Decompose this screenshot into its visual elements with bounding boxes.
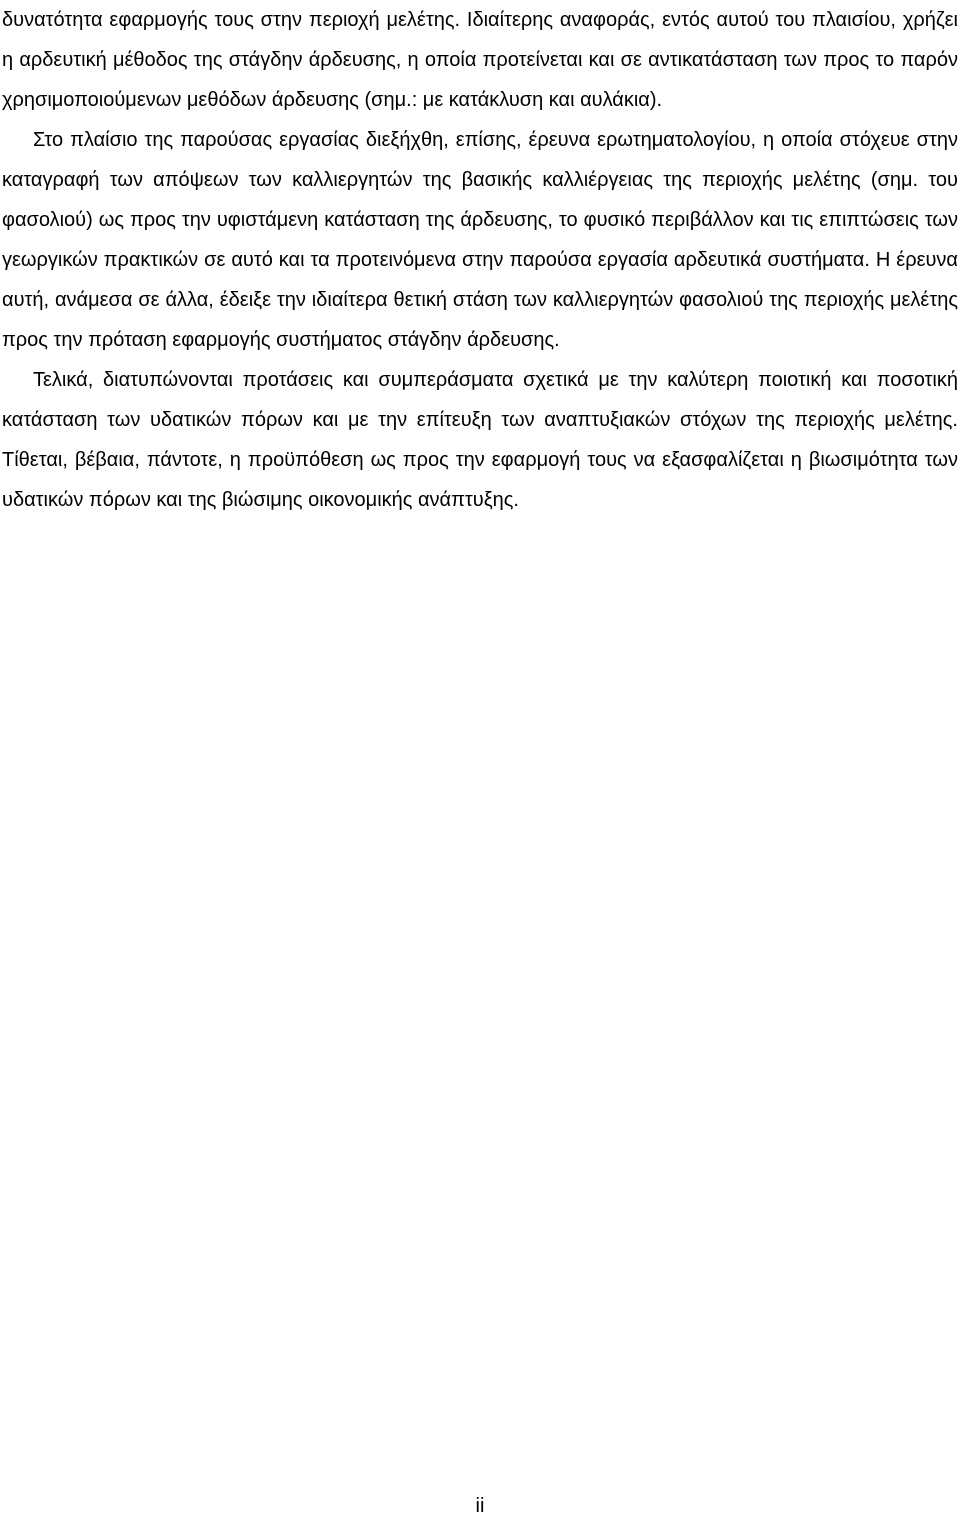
paragraph-2: Στο πλαίσιο της παρούσας εργασίας διεξήχθη, επίσης, έρευνα ερωτηματολογίου, η οποία στόχευε στην καταγραφή των απόψεων των καλλιεργητών της βασικής καλλιέργειας της περιοχής μελέτης (σημ. του φασολιού) ως προς την υφιστάμενη κατάσταση της άρδευσης, το φυσικό περιβάλλον και τις επιπτώσεις των γεωργικών πρακτικών σε αυτό και τα προτεινόμενα στην παρούσα εργασία αρδευτικά συστήματα. Η έρευνα αυτή, ανάμεσα σε άλλα, έδειξε την ιδιαίτερα θετική στάση των καλλιεργητών φασολιού της περιοχής μελέτης προς την πρόταση εφαρμογής συστήματος στάγδην άρδευσης. (2, 129, 958, 351)
page-number: ii (475, 1495, 485, 1517)
paragraph-1: δυνατότητα εφαρμογής τους στην περιοχή μελέτης. Ιδιαίτερης αναφοράς, εντός αυτού του πλαισίου, χρήζει η αρδευτική μέθοδος της στάγδην άρδευσης, η οποία προτείνεται και σε αντικατάσταση των προς το παρόν χρησιμοποιούμενων μεθόδων άρδευσης (σημ.: με κατάκλυση και αυλάκια). (2, 9, 958, 111)
body-text (2, 0, 958, 520)
paragraph-3: Τελικά, διατυπώνονται προτάσεις και συμπεράσματα σχετικά με την καλύτερη ποιοτική και ποσοτική κατάσταση των υδατικών πόρων και με την επίτευξη των αναπτυξιακών στόχων της περιοχής μελέτης. Τίθεται, βέβαια, πάντοτε, η προϋπόθεση ως προς την εφαρμογή τους να εξασφαλίζεται η βιωσιμότητα των υδατικών πόρων και της βιώσιμης οικονομικής ανάπτυξης. (2, 369, 958, 511)
